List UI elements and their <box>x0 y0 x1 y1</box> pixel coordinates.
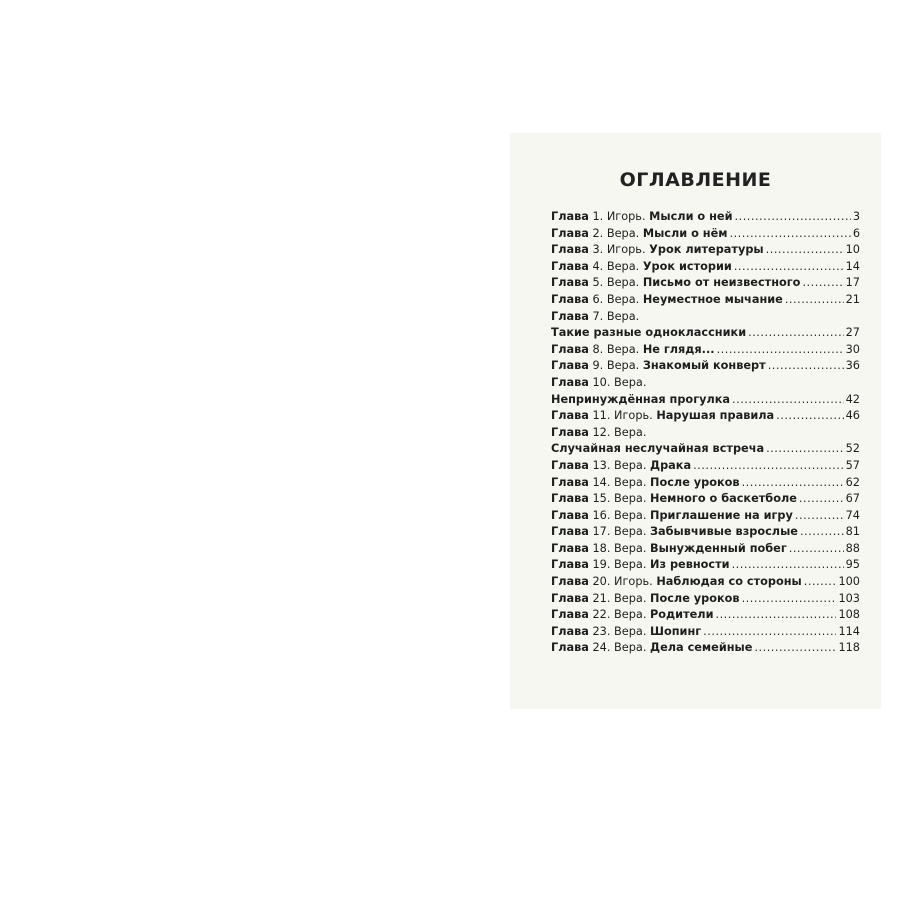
leader-dots <box>732 557 844 574</box>
chapter-prefix: Глава <box>551 508 589 522</box>
chapter-narrator: Вера. <box>614 525 647 539</box>
toc-entry <box>551 375 860 392</box>
page-number: 6 <box>852 226 860 240</box>
chapter-number: 2. <box>592 226 604 240</box>
toc-entry <box>551 458 860 475</box>
page-number: 67 <box>845 492 860 506</box>
leader-dots <box>716 607 837 624</box>
page-number: 108 <box>838 608 860 622</box>
chapter-number: 4. <box>592 259 604 273</box>
chapter-prefix: Глава <box>551 226 589 240</box>
chapter-number: 11. <box>592 409 611 423</box>
chapter-number: 5. <box>592 276 604 290</box>
chapter-title: Случайная неслучайная встреча <box>551 442 765 456</box>
chapter-number: 10. <box>592 375 611 389</box>
toc-entry <box>551 524 860 541</box>
chapter-narrator: Вера. <box>614 624 647 638</box>
toc-entry <box>551 607 860 624</box>
chapter-prefix: Глава <box>551 359 589 373</box>
chapter-narrator: Вера. <box>606 342 640 356</box>
chapter-narrator: Вера. <box>614 492 647 506</box>
toc-heading: ОГЛАВЛЕНИЕ <box>619 169 772 191</box>
chapter-number: 20. <box>592 575 611 589</box>
chapter-narrator: Вера. <box>614 608 647 622</box>
chapter-number: 21. <box>592 591 611 605</box>
chapter-title: Урок истории <box>642 259 732 273</box>
chapter-prefix: Глава <box>551 425 589 439</box>
chapter-narrator: Игорь. <box>614 575 653 589</box>
page-number: 3 <box>852 210 860 223</box>
chapter-number: 8. <box>592 342 604 356</box>
page-number: 21 <box>845 292 860 306</box>
chapter-narrator: Вера. <box>614 591 647 605</box>
chapter-prefix: Глава <box>551 492 589 506</box>
chapter-title: Вынужденный побег <box>650 541 787 555</box>
page-number: 114 <box>838 624 860 638</box>
page-number: 36 <box>845 359 860 373</box>
toc-entry <box>551 292 860 309</box>
leader-dots <box>734 259 844 276</box>
toc-entry <box>551 325 860 342</box>
chapter-title: Мысли о нём <box>642 226 728 240</box>
chapter-number: 15. <box>592 492 611 506</box>
chapter-narrator: Вера. <box>614 458 647 472</box>
chapter-title: Не глядя... <box>642 342 715 356</box>
chapter-title: Знакомый конверт <box>642 359 766 373</box>
chapter-number: 19. <box>592 558 611 572</box>
chapter-number: 23. <box>592 624 611 638</box>
chapter-number: 1. <box>592 210 604 223</box>
chapter-prefix: Глава <box>551 210 589 223</box>
chapter-title: Наблюдая со стороны <box>656 575 802 589</box>
page-number: 57 <box>845 458 860 472</box>
page-number: 10 <box>845 243 860 257</box>
toc-entry <box>551 441 860 458</box>
chapter-title: Приглашение на игру <box>650 508 793 522</box>
chapter-narrator: Вера. <box>614 475 647 489</box>
chapter-prefix: Глава <box>551 309 589 323</box>
leader-dots <box>735 209 851 226</box>
leader-dots <box>804 574 837 591</box>
chapter-title: Письмо от неизвестного <box>642 276 801 290</box>
chapter-narrator: Вера. <box>606 309 640 323</box>
chapter-number: 22. <box>592 608 611 622</box>
chapter-narrator: Вера. <box>606 276 640 290</box>
leader-dots <box>754 640 836 657</box>
chapter-title: Мысли о ней <box>649 210 733 223</box>
chapter-narrator: Вера. <box>606 359 640 373</box>
page-number: 27 <box>845 326 860 340</box>
chapter-prefix: Глава <box>551 641 589 655</box>
chapter-number: 18. <box>592 541 611 555</box>
leader-dots <box>799 491 844 508</box>
chapter-number: 7. <box>592 309 604 323</box>
page-number: 62 <box>845 475 860 489</box>
leader-dots <box>785 292 844 309</box>
chapter-number: 24. <box>592 641 611 655</box>
chapter-narrator: Вера. <box>614 508 647 522</box>
toc-entry <box>551 226 860 243</box>
chapter-number: 16. <box>592 508 611 522</box>
toc-entry <box>551 425 860 442</box>
leader-dots <box>795 508 844 525</box>
chapter-prefix: Глава <box>551 458 589 472</box>
chapter-title: Шопинг <box>650 624 702 638</box>
chapter-narrator: Игорь. <box>606 210 646 223</box>
chapter-narrator: Вера. <box>614 375 647 389</box>
page-number: 81 <box>845 525 860 539</box>
chapter-number: 3. <box>592 243 604 257</box>
chapter-narrator: Игорь. <box>614 409 653 423</box>
chapter-title: Дела семейные <box>650 641 753 655</box>
page-number: 74 <box>845 508 860 522</box>
chapter-number: 12. <box>592 425 611 439</box>
chapter-prefix: Глава <box>551 541 589 555</box>
toc-entry <box>551 591 860 608</box>
page-number: 30 <box>845 342 860 356</box>
page-number: 42 <box>845 392 860 406</box>
chapter-title: Родители <box>650 608 714 622</box>
page-number: 95 <box>845 558 860 572</box>
leader-dots <box>742 475 844 492</box>
leader-dots <box>703 624 836 641</box>
chapter-title: Неуместное мычание <box>642 292 783 306</box>
chapter-title: После уроков <box>650 475 740 489</box>
leader-dots <box>730 226 851 243</box>
chapter-number: 14. <box>592 475 611 489</box>
leader-dots <box>717 342 844 359</box>
page-number: 52 <box>845 442 860 456</box>
chapter-prefix: Глава <box>551 525 589 539</box>
chapter-narrator: Вера. <box>606 226 640 240</box>
chapter-prefix: Глава <box>551 375 589 389</box>
chapter-title: Немного о баскетболе <box>650 492 797 506</box>
toc-entry <box>551 309 860 326</box>
chapter-number: 9. <box>592 359 604 373</box>
chapter-prefix: Глава <box>551 608 589 622</box>
chapter-title: Из ревности <box>650 558 730 572</box>
chapter-number: 13. <box>592 458 611 472</box>
chapter-prefix: Глава <box>551 243 589 257</box>
toc-entry <box>551 557 860 574</box>
leader-dots <box>693 458 844 475</box>
chapter-narrator: Вера. <box>606 292 640 306</box>
leader-dots <box>742 591 837 608</box>
chapter-title: После уроков <box>650 591 740 605</box>
toc-entry <box>551 640 860 657</box>
toc-list <box>551 209 860 657</box>
chapter-narrator: Вера. <box>614 558 647 572</box>
chapter-prefix: Глава <box>551 475 589 489</box>
leader-dots <box>732 392 844 409</box>
leader-dots <box>748 325 844 342</box>
toc-entry <box>551 242 860 259</box>
chapter-narrator: Вера. <box>614 425 647 439</box>
leader-dots <box>789 541 844 558</box>
toc-entry <box>551 508 860 525</box>
leader-dots <box>766 441 844 458</box>
leader-dots <box>800 524 844 541</box>
chapter-narrator: Вера. <box>606 259 640 273</box>
chapter-prefix: Глава <box>551 342 589 356</box>
page-number: 118 <box>838 641 860 655</box>
chapter-prefix: Глава <box>551 259 589 273</box>
page-number: 46 <box>845 409 860 423</box>
chapter-narrator: Вера. <box>614 641 647 655</box>
chapter-title: Нарушая правила <box>656 409 775 423</box>
chapter-title: Непринуждённая прогулка <box>551 392 731 406</box>
chapter-title: Забывчивые взрослые <box>650 525 798 539</box>
leader-dots <box>802 275 843 292</box>
chapter-title: Такие разные одноклассники <box>551 326 747 340</box>
chapter-title: Урок литературы <box>649 243 764 257</box>
toc-entry <box>551 541 860 558</box>
toc-entry <box>551 342 860 359</box>
toc-entry <box>551 408 860 425</box>
chapter-title: Драка <box>650 458 692 472</box>
leader-dots <box>768 358 844 375</box>
chapter-prefix: Глава <box>551 276 589 290</box>
toc-entry <box>551 574 860 591</box>
toc-entry <box>551 491 860 508</box>
page-number: 17 <box>845 276 860 290</box>
chapter-number: 6. <box>592 292 604 306</box>
chapter-number: 17. <box>592 525 611 539</box>
leader-dots <box>766 242 844 259</box>
chapter-narrator: Игорь. <box>606 243 646 257</box>
page-number: 14 <box>845 259 860 273</box>
chapter-prefix: Глава <box>551 575 589 589</box>
chapter-narrator: Вера. <box>614 541 647 555</box>
toc-entry <box>551 275 860 292</box>
page-number: 100 <box>838 575 860 589</box>
chapter-prefix: Глава <box>551 624 589 638</box>
page-number: 88 <box>845 541 860 555</box>
chapter-prefix: Глава <box>551 409 589 423</box>
toc-entry <box>551 475 860 492</box>
toc-entry <box>551 358 860 375</box>
page-number: 103 <box>838 591 860 605</box>
chapter-prefix: Глава <box>551 292 589 306</box>
toc-entry <box>551 624 860 641</box>
chapter-prefix: Глава <box>551 558 589 572</box>
toc-page <box>510 133 881 709</box>
toc-entry <box>551 209 860 226</box>
toc-entry <box>551 259 860 276</box>
toc-entry <box>551 392 860 409</box>
chapter-prefix: Глава <box>551 591 589 605</box>
leader-dots <box>776 408 843 425</box>
